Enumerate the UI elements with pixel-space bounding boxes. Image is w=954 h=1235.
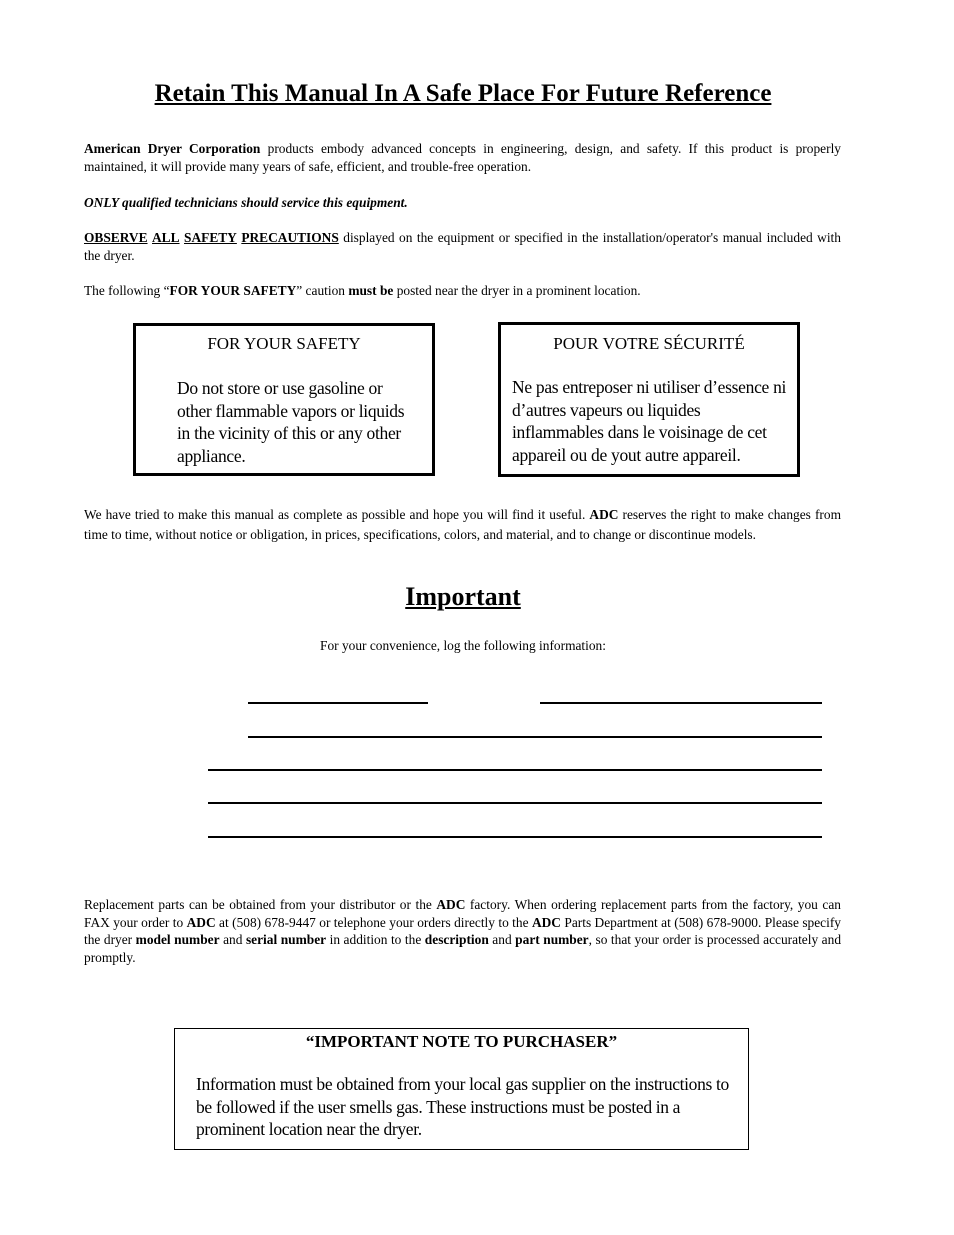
safety-box-english [133, 323, 435, 476]
log-line-4[interactable] [208, 769, 822, 771]
replacement-text-8: , so that your order is processed accurately and promptly. [84, 932, 842, 965]
complete-paragraph [84, 505, 841, 544]
safety-box-english-body: Do not store or use gasoline or other flammable vapors or liquids in the vicinity of this or any other appliance. [177, 378, 405, 466]
important-heading: Important [405, 582, 521, 611]
replacement-bold-4: model number [135, 932, 220, 947]
qualified-text: ONLY qualified technicians should service this equipment. [84, 195, 408, 210]
replacement-text-5: and [219, 932, 246, 947]
safety-box-french-body: Ne pas entreposer ni utiliser d’essence ni d’autres vapeurs ou liquides inflammables dans le voisinage de cet appareil ou de yout autre appareil. [512, 377, 787, 465]
safety-box-french [498, 322, 800, 477]
purchaser-note-box [174, 1028, 749, 1150]
replacement-bold-1: ADC [436, 897, 466, 912]
replacement-bold-6: description [424, 932, 489, 947]
all-word: ALL [152, 230, 180, 245]
replacement-paragraph [84, 896, 841, 966]
replacement-text-7: and [488, 932, 516, 947]
replacement-text-4: Parts Department at (508) 678-9000. Please specify the dryer [84, 914, 841, 947]
qualified-notice [84, 194, 841, 212]
following-paragraph [84, 282, 841, 300]
complete-text-1: We have tried to make this manual as complete as possible and hope you will find it useful. [84, 507, 590, 522]
replacement-text-2: factory. When ordering replacement parts from the factory, you can FAX your order to [84, 897, 841, 930]
log-line-3[interactable] [248, 736, 822, 738]
log-line-5[interactable] [208, 802, 822, 804]
log-line-2[interactable] [540, 702, 822, 704]
following-text-2: ” caution [296, 283, 349, 298]
page-title: Retain This Manual In A Safe Place For Future Reference [154, 80, 772, 107]
observe-paragraph [84, 229, 841, 265]
replacement-text-6: in addition to the [326, 932, 425, 947]
replacement-text-1: Replacement parts can be obtained from your distributor or the [84, 897, 437, 912]
purchaser-note-heading: “IMPORTANT NOTE TO PURCHASER” [305, 1032, 618, 1051]
purchaser-note-body: Information must be obtained from your local gas supplier on the instructions to be followed if the user smells gas. These instructions must be posted in a prominent location near the dryer. [196, 1074, 729, 1139]
replacement-bold-5: serial number [245, 932, 327, 947]
replacement-text-3: at (508) 678-9447 or telephone your orders directly to the [215, 914, 532, 930]
log-line-6[interactable] [208, 836, 822, 838]
intro-text: products embody advanced concepts in engineering, design, and safety. If this product is properly maintained, it will provide many years of safe, efficient, and trouble-free operation. [84, 141, 841, 174]
replacement-bold-7: part number [515, 932, 589, 947]
complete-bold-1: ADC [589, 507, 619, 522]
precautions-word: PRECAUTIONS [241, 230, 339, 245]
safety-word: SAFETY [184, 230, 237, 245]
complete-text-2: reserves the right to make changes from time to time, without notice or obligation, in prices, specifications, colors, and material, and to change or discontinue models. [84, 507, 841, 542]
replacement-bold-2: ADC [186, 914, 216, 930]
intro-paragraph [84, 140, 841, 176]
following-text-1: The following “ [84, 283, 170, 298]
following-bold-2: must be [348, 283, 394, 298]
following-text-3: posted near the dryer in a prominent location. [393, 283, 641, 298]
observe-text: displayed on the equipment or specified in the installation/operator's manual included with the dryer. [84, 230, 841, 263]
log-intro: For your convenience, log the following information: [320, 638, 606, 653]
replacement-bold-3: ADC [531, 914, 561, 930]
company-name: American Dryer Corporation [84, 141, 261, 156]
log-line-1[interactable] [248, 702, 428, 704]
observe-word: OBSERVE [84, 230, 148, 245]
safety-box-english-heading: FOR YOUR SAFETY [207, 334, 361, 353]
safety-box-french-heading: POUR VOTRE SÉCURITÉ [553, 334, 745, 353]
following-bold-1: FOR YOUR SAFETY [169, 283, 297, 298]
